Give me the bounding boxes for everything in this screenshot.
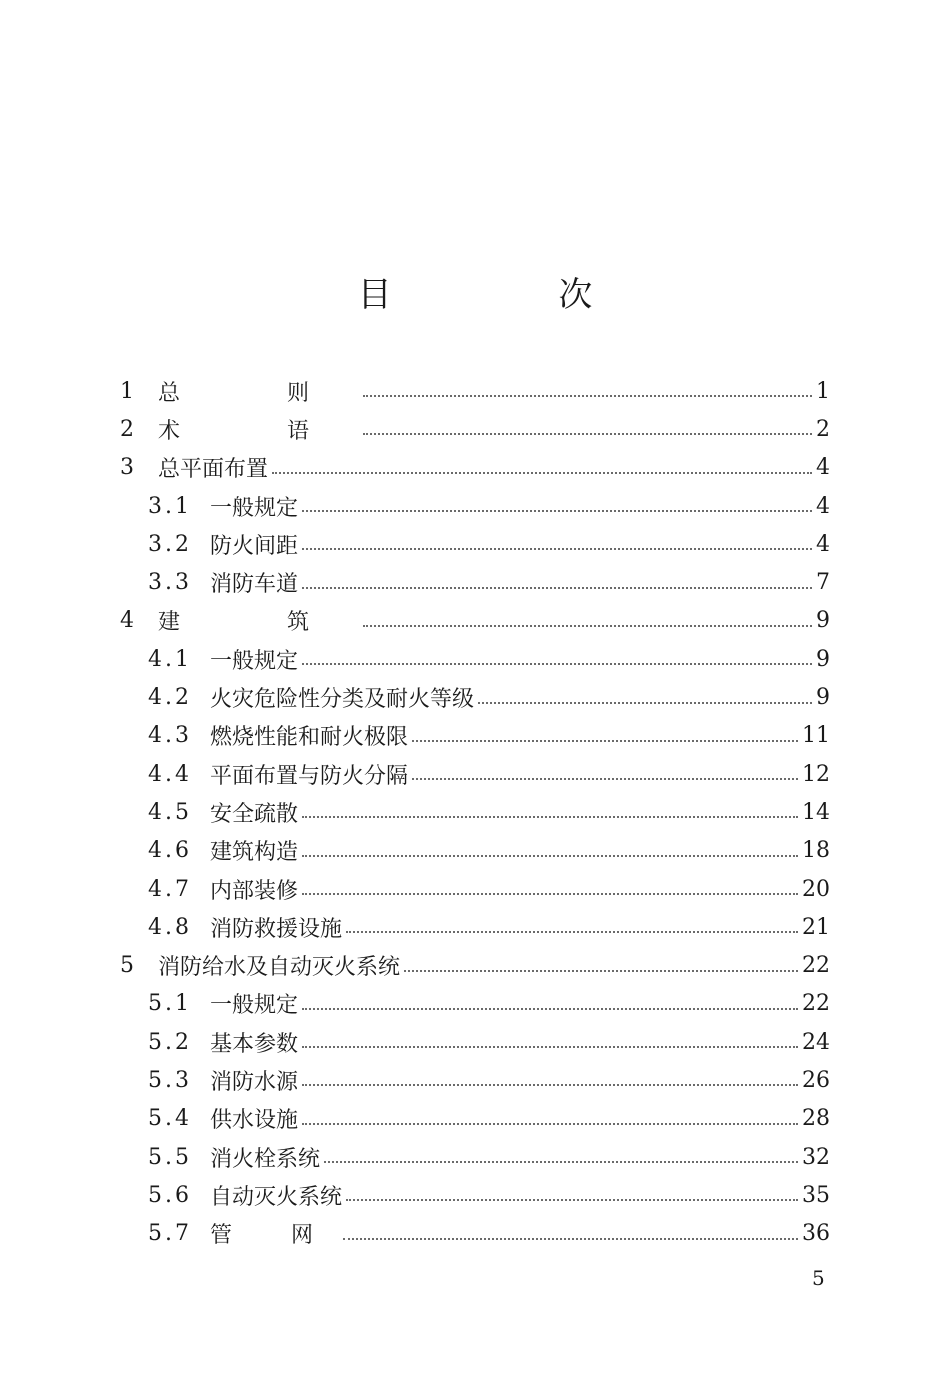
toc-leader-dots	[404, 970, 798, 972]
toc-entry-number: 4.1	[148, 646, 192, 672]
toc-entry-title: 平面布置与防火分隔	[210, 763, 409, 789]
toc-entry-title: 消防给水及自动灭火系统	[158, 955, 401, 981]
toc-entry[interactable]	[120, 563, 830, 601]
toc-entry-title: 一般规定	[210, 993, 299, 1019]
toc-entry-page: 4	[816, 455, 830, 481]
toc-entry-title: 安全疏散	[210, 801, 299, 827]
toc-leader-dots	[302, 893, 798, 895]
toc-entry[interactable]	[120, 946, 830, 984]
toc-entry-title: 一般规定	[210, 495, 299, 521]
toc-entry-page: 35	[802, 1182, 830, 1208]
toc-leader-dots	[324, 1161, 798, 1163]
toc-entry-number: 4.6	[148, 838, 192, 864]
toc-entry-number: 4.8	[148, 914, 192, 940]
toc-entry-number: 5.5	[148, 1144, 192, 1170]
toc-entry-title: 内部装修	[210, 878, 299, 904]
toc-entry-page: 14	[802, 799, 830, 825]
toc-leader-dots	[363, 395, 812, 397]
toc-entry-number: 4.5	[148, 799, 192, 825]
toc-entry-page: 32	[802, 1144, 830, 1170]
table-of-contents	[120, 372, 830, 1253]
toc-entry[interactable]	[120, 1100, 830, 1138]
toc-entry[interactable]	[120, 525, 830, 563]
toc-entry-page: 20	[802, 876, 830, 902]
toc-leader-dots	[302, 1084, 798, 1086]
toc-entry-title: 火灾危险性分类及耐火等级	[210, 687, 475, 713]
toc-entry-number: 5.2	[148, 1029, 192, 1055]
toc-entry-page: 1	[816, 378, 830, 404]
toc-entry-page: 4	[816, 531, 830, 557]
toc-entry-number: 3.1	[148, 493, 192, 519]
toc-entry[interactable]	[120, 410, 830, 448]
toc-entry-number: 5.6	[148, 1182, 192, 1208]
toc-entry-page: 11	[802, 723, 830, 749]
toc-entry-title: 消火栓系统	[210, 1146, 321, 1172]
toc-entry-title: 术 语	[158, 418, 359, 444]
toc-entry-number: 3.3	[148, 570, 192, 596]
toc-leader-dots	[302, 1008, 798, 1010]
toc-entry-page: 21	[802, 914, 830, 940]
toc-leader-dots	[302, 663, 812, 665]
toc-entry-title: 消防车道	[210, 572, 299, 598]
toc-entry-number: 4.3	[148, 723, 192, 749]
toc-entry[interactable]	[120, 1176, 830, 1214]
toc-leader-dots	[302, 855, 798, 857]
toc-entry-page: 7	[816, 570, 830, 596]
toc-entry-title: 基本参数	[210, 1031, 299, 1057]
toc-entry-page: 36	[802, 1221, 830, 1247]
toc-entry[interactable]	[120, 717, 830, 755]
toc-entry[interactable]	[120, 1138, 830, 1176]
toc-entry[interactable]	[120, 1215, 830, 1253]
toc-leader-dots	[363, 433, 812, 435]
toc-entry-page: 28	[802, 1106, 830, 1132]
page-title: 目 次	[357, 275, 671, 315]
toc-leader-dots	[302, 816, 798, 818]
toc-entry[interactable]	[120, 678, 830, 716]
toc-entry-page: 12	[802, 761, 830, 787]
toc-entry-number: 4.2	[148, 685, 192, 711]
toc-entry-number: 1	[120, 378, 134, 404]
toc-leader-dots	[346, 931, 798, 933]
toc-entry-page: 26	[802, 1067, 830, 1093]
toc-entry-page: 22	[802, 953, 830, 979]
toc-entry[interactable]	[120, 487, 830, 525]
toc-entry-page: 9	[816, 646, 830, 672]
toc-entry-page: 4	[816, 493, 830, 519]
toc-entry-number: 4.4	[148, 761, 192, 787]
toc-entry-number: 3.2	[148, 531, 192, 557]
toc-entry[interactable]	[120, 1061, 830, 1099]
toc-entry[interactable]	[120, 793, 830, 831]
toc-entry-page: 9	[816, 608, 830, 634]
toc-entry[interactable]	[120, 602, 830, 640]
toc-entry[interactable]	[120, 640, 830, 678]
toc-entry[interactable]	[120, 908, 830, 946]
toc-entry[interactable]	[120, 755, 830, 793]
toc-entry-number: 5.3	[148, 1067, 192, 1093]
toc-entry-title: 燃烧性能和耐火极限	[210, 725, 409, 751]
toc-entry-page: 22	[802, 991, 830, 1017]
toc-entry-number: 2	[120, 416, 134, 442]
toc-entry-number: 5	[120, 953, 134, 979]
toc-leader-dots	[302, 548, 812, 550]
toc-leader-dots	[478, 702, 812, 704]
toc-entry-number: 4.7	[148, 876, 192, 902]
toc-entry-title: 总平面布置	[158, 457, 269, 483]
toc-entry-title: 消防水源	[210, 1069, 299, 1095]
toc-entry-title: 防火间距	[210, 533, 299, 559]
toc-leader-dots	[412, 778, 798, 780]
toc-entry-title: 一般规定	[210, 648, 299, 674]
toc-leader-dots	[346, 1199, 798, 1201]
toc-entry[interactable]	[120, 372, 830, 410]
toc-leader-dots	[343, 1238, 798, 1240]
toc-entry-number: 3	[120, 455, 134, 481]
toc-entry-number: 5.7	[148, 1221, 192, 1247]
toc-leader-dots	[302, 587, 812, 589]
toc-entry-title: 自动灭火系统	[210, 1184, 343, 1210]
toc-leader-dots	[272, 472, 812, 474]
page-number: 5	[812, 1266, 825, 1290]
toc-leader-dots	[363, 625, 812, 627]
toc-entry-number: 5.1	[148, 991, 192, 1017]
toc-entry[interactable]	[120, 1023, 830, 1061]
toc-entry[interactable]	[120, 985, 830, 1023]
toc-entry[interactable]	[120, 449, 830, 487]
toc-entry-title: 管 网	[210, 1223, 339, 1249]
toc-leader-dots	[302, 510, 812, 512]
toc-entry-number: 5.4	[148, 1106, 192, 1132]
toc-leader-dots	[302, 1046, 798, 1048]
toc-entry-title: 消防救援设施	[210, 916, 343, 942]
toc-entry-page: 24	[802, 1029, 830, 1055]
toc-entry-page: 2	[816, 416, 830, 442]
toc-entry-page: 18	[802, 838, 830, 864]
toc-leader-dots	[412, 740, 798, 742]
toc-entry-title: 供水设施	[210, 1108, 299, 1134]
toc-entry-page: 9	[816, 685, 830, 711]
toc-entry-title: 建筑构造	[210, 840, 299, 866]
toc-entry[interactable]	[120, 870, 830, 908]
toc-entry-title: 建 筑	[158, 610, 359, 636]
toc-entry-title: 总 则	[158, 380, 359, 406]
toc-leader-dots	[302, 1123, 798, 1125]
toc-entry-number: 4	[120, 608, 134, 634]
toc-entry[interactable]	[120, 832, 830, 870]
